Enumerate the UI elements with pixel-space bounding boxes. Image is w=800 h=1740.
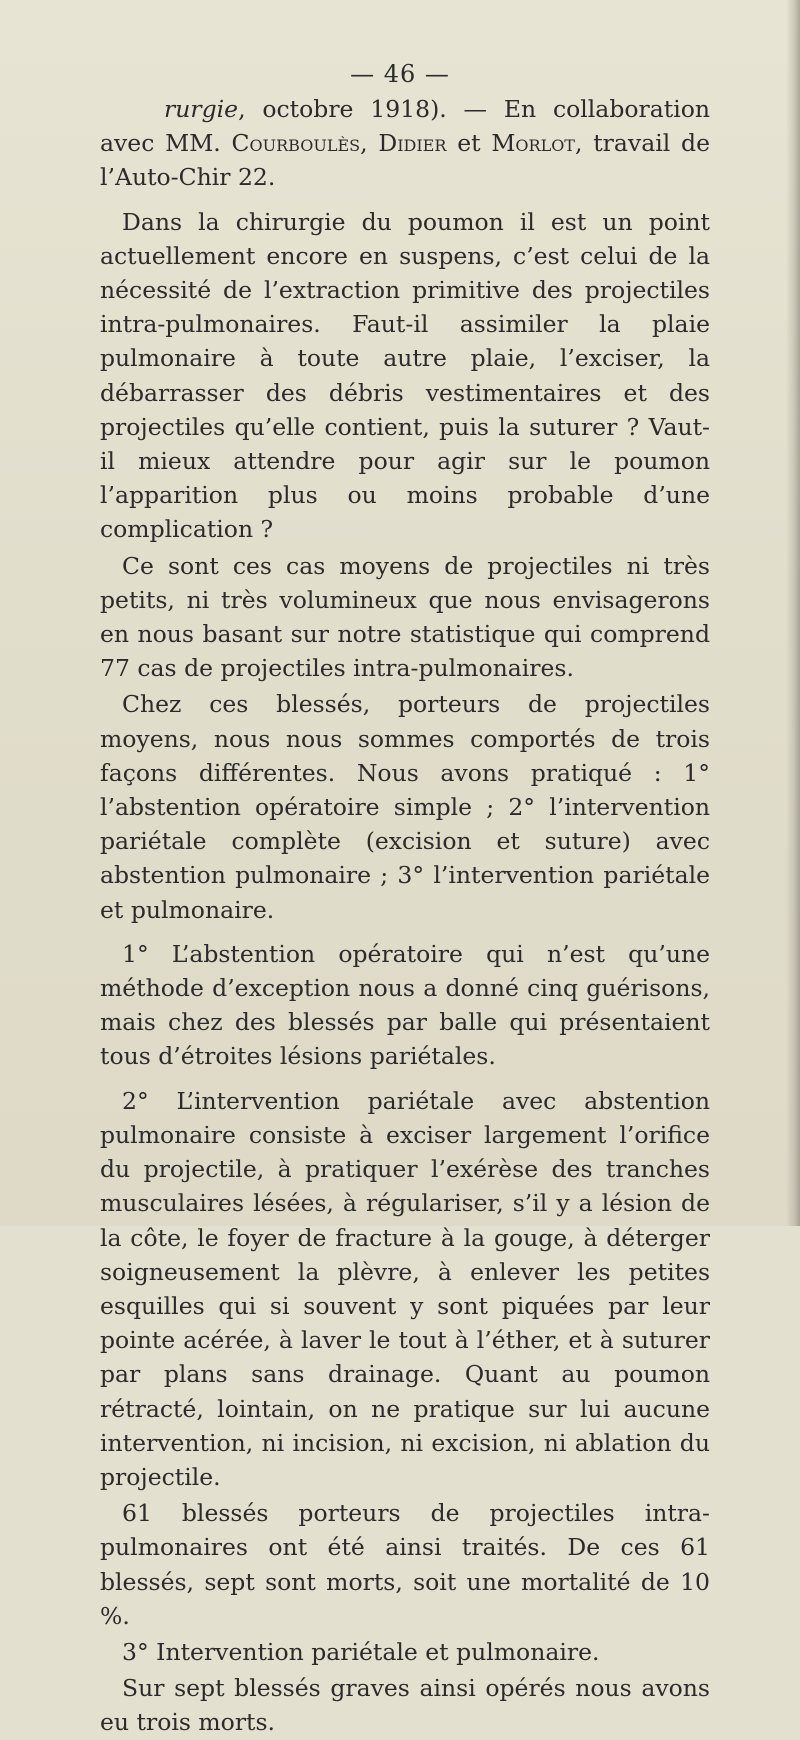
author-name: Morlot: [491, 129, 575, 158]
text-run: 2° L’intervention pariétale avec abstention pulmonaire consiste à exciser largement l’orifice du projectile, à pratiquer l’exérèse des tranches musculaires lésées, à régulariser, s’il y a lésion de la côte, le foyer de fracture à la gouge, à déterger soigneusement la plèvre, à enlever les petites esquilles qui si souvent y sont piquées par leur pointe acérée, à laver le tout à l’éther, et à suturer par plans sans drainage. Quant au poumon rétracté, lointain, on ne pratique sur lui aucune intervention, ni incision, ni excision, ni ablation du projectile.: [100, 1086, 710, 1491]
text-run: 61 blessés porteurs de projectiles intra-pulmonaires ont été ainsi traités. De ces 61 blessés, sept sont morts, soit une mortalité de 10 %.: [100, 1499, 710, 1630]
text-run: , octobre 1918). — En collaboration avec MM.: [100, 95, 710, 158]
paragraph-mortality: [100, 1496, 710, 1633]
body-text: [100, 92, 710, 1740]
text-run: Ce sont ces cas moyens de projectiles ni très petits, ni très volumineux que nous envisagerons en nous basant sur notre statistique qui comprend 77 cas de projectiles intra-pulmonaires.: [100, 551, 710, 683]
text-run: Dans la chirurgie du poumon il est un point actuellement encore en suspens, c’est celui de la nécessité de l’extraction primitive des projectiles intra-pulmonaires. Faut-il assimiler la plaie pulmonaire à toute autre plaie, l’exciser, la débarrasser des débris vestimentaires et des projectiles qu’elle contient, puis la suturer ? Vaut-il mieux attendre pour agir sur le poumon l’apparition plus ou moins probable d’une complication ?: [100, 207, 710, 544]
text-run: 3° Intervention pariétale et pulmonaire.: [122, 1637, 600, 1666]
text-run: , travail de l’Auto-Chir 22.: [100, 129, 710, 192]
paragraph-medium-projectiles: [100, 549, 710, 686]
author-name: Didier: [378, 129, 447, 158]
paragraph-third-method-heading: [100, 1635, 710, 1669]
paragraph-three-approaches: [100, 687, 710, 926]
text-run: ,: [360, 129, 379, 158]
text-run: 1° L’abstention opératoire qui n’est qu’une méthode d’exception nous a donné cinq guérisons, mais chez des blessés par balle qui présentaient tous d’étroites lésions pariétales.: [100, 939, 710, 1071]
text-run: et: [446, 129, 492, 158]
text-run: Sur sept blessés graves ainsi opérés nous avons eu trois morts.: [100, 1674, 710, 1737]
paragraph-reference-continuation: [100, 92, 710, 195]
author-name: Courboulès: [231, 129, 361, 158]
page-number: — 46 —: [350, 60, 450, 88]
page-edge-shadow: [786, 0, 800, 1226]
paragraph-lung-surgery-question: [100, 205, 710, 547]
paragraph-abstention: [100, 937, 710, 1074]
text-run: Chez ces blessés, porteurs de projectiles moyens, nous nous sommes comportés de trois façons différentes. Nous avons pratiqué : 1° l’abstention opératoire simple ; 2° l’intervention pariétale complète (excision et suture) avec abstention pulmonaire ; 3° l’intervention pariétale et pulmonaire.: [100, 690, 710, 924]
italic-text: rurgie: [164, 95, 239, 123]
paragraph-third-method-result: [100, 1671, 710, 1739]
paragraph-parietal-intervention: [100, 1084, 710, 1494]
